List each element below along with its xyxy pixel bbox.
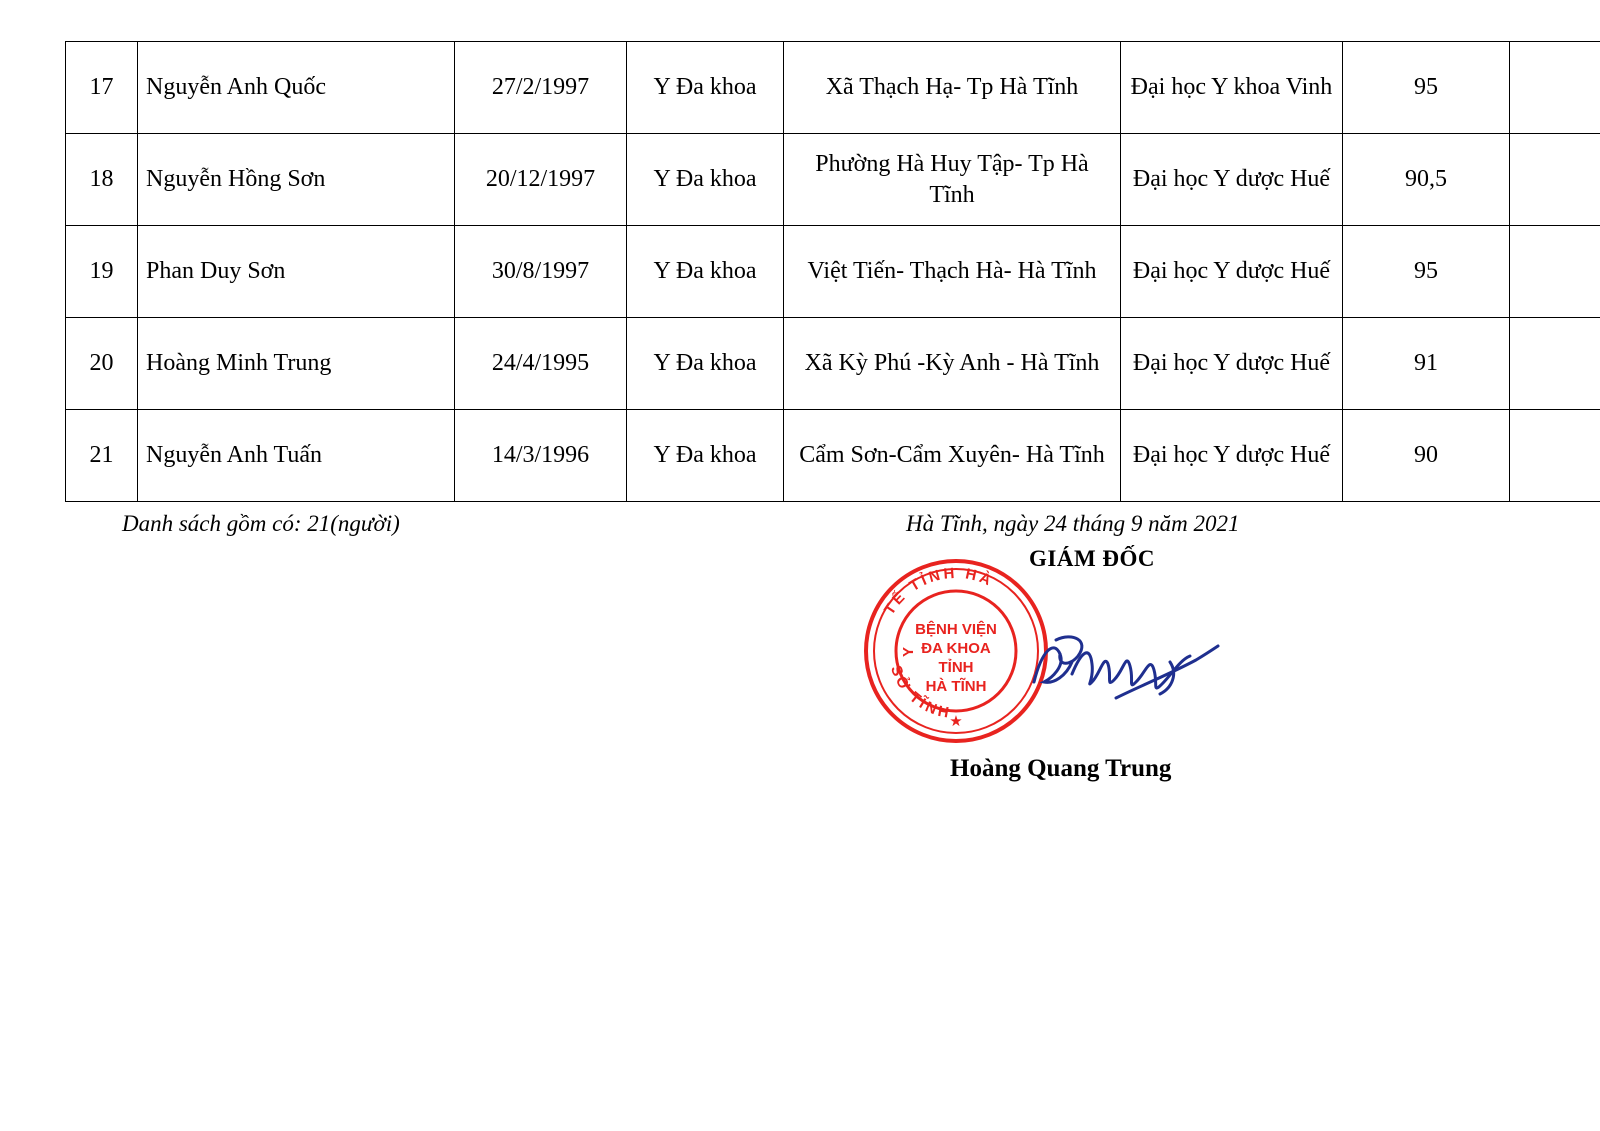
cell-address: Xã Thạch Hạ- Tp Hà Tĩnh [784,42,1121,134]
table-row [66,134,1600,226]
cell-school: Đại học Y dược Huế [1121,134,1343,226]
cell-major: Y Đa khoa [627,134,784,226]
svg-text:ĐA KHOA: ĐA KHOA [921,640,991,657]
svg-text:HÀ TĨNH: HÀ TĨNH [925,678,987,695]
cell-score: 90 [1343,410,1510,502]
cell-dob: 20/12/1997 [455,134,627,226]
cell-no: 21 [66,410,138,502]
cell-address: Việt Tiến- Thạch Hà- Hà Tĩnh [784,226,1121,318]
cell-no: 19 [66,226,138,318]
svg-text:BỆNH VIỆN: BỆNH VIỆN [915,621,997,638]
cell-name: Nguyễn Anh Tuấn [138,410,455,502]
cell-dob: 14/3/1996 [455,410,627,502]
cell-note [1510,226,1600,318]
cell-note [1510,410,1600,502]
cell-name: Nguyễn Hồng Sơn [138,134,455,226]
table-row [66,226,1600,318]
signature-mark [1020,610,1230,750]
cell-name: Phan Duy Sơn [138,226,455,318]
cell-no: 17 [66,42,138,134]
cell-note [1510,42,1600,134]
cell-address: Phường Hà Huy Tập- Tp Hà Tĩnh [784,134,1121,226]
cell-note [1510,134,1600,226]
table-row [66,42,1600,134]
table-body [66,42,1600,502]
total-count-label: Danh sách gồm có: 21(người) [122,511,400,536]
cell-dob: 27/2/1997 [455,42,627,134]
cell-dob: 30/8/1997 [455,226,627,318]
svg-text:★: ★ [949,714,963,730]
signer-role-label: GIÁM ĐỐC [1029,546,1156,571]
cell-major: Y Đa khoa [627,226,784,318]
cell-name: Hoàng Minh Trung [138,318,455,410]
cell-address: Xã Kỳ Phú -Kỳ Anh - Hà Tĩnh [784,318,1121,410]
cell-dob: 24/4/1995 [455,318,627,410]
cell-no: 18 [66,134,138,226]
cell-score: 91 [1343,318,1510,410]
cell-school: Đại học Y dược Huế [1121,410,1343,502]
svg-text:TỈNH: TỈNH [938,659,974,676]
svg-text:Y: Y [900,646,917,657]
table-row [66,318,1600,410]
cell-major: Y Đa khoa [627,410,784,502]
svg-text:SỞ TĨN: SỞ TĨNH [887,663,954,723]
cell-major: Y Đa khoa [627,318,784,410]
cell-school: Đại học Y dược Huế [1121,226,1343,318]
cell-score: 95 [1343,226,1510,318]
cell-address: Cẩm Sơn-Cẩm Xuyên- Hà Tĩnh [784,410,1121,502]
cell-major: Y Đa khoa [627,42,784,134]
signer-name-label: Hoàng Quang Trung [950,755,1172,782]
cell-school: Đại học Y dược Huế [1121,318,1343,410]
candidate-table [65,41,1600,502]
cell-name: Nguyễn Anh Quốc [138,42,455,134]
place-date-label: Hà Tĩnh, ngày 24 tháng 9 năm 2021 [906,511,1240,536]
table-row [66,410,1600,502]
svg-text:TẾ TỈNH HÀ: TẾ TỈNH HÀ [880,564,997,618]
cell-score: 95 [1343,42,1510,134]
cell-school: Đại học Y khoa Vinh [1121,42,1343,134]
cell-score: 90,5 [1343,134,1510,226]
cell-note [1510,318,1600,410]
cell-no: 20 [66,318,138,410]
